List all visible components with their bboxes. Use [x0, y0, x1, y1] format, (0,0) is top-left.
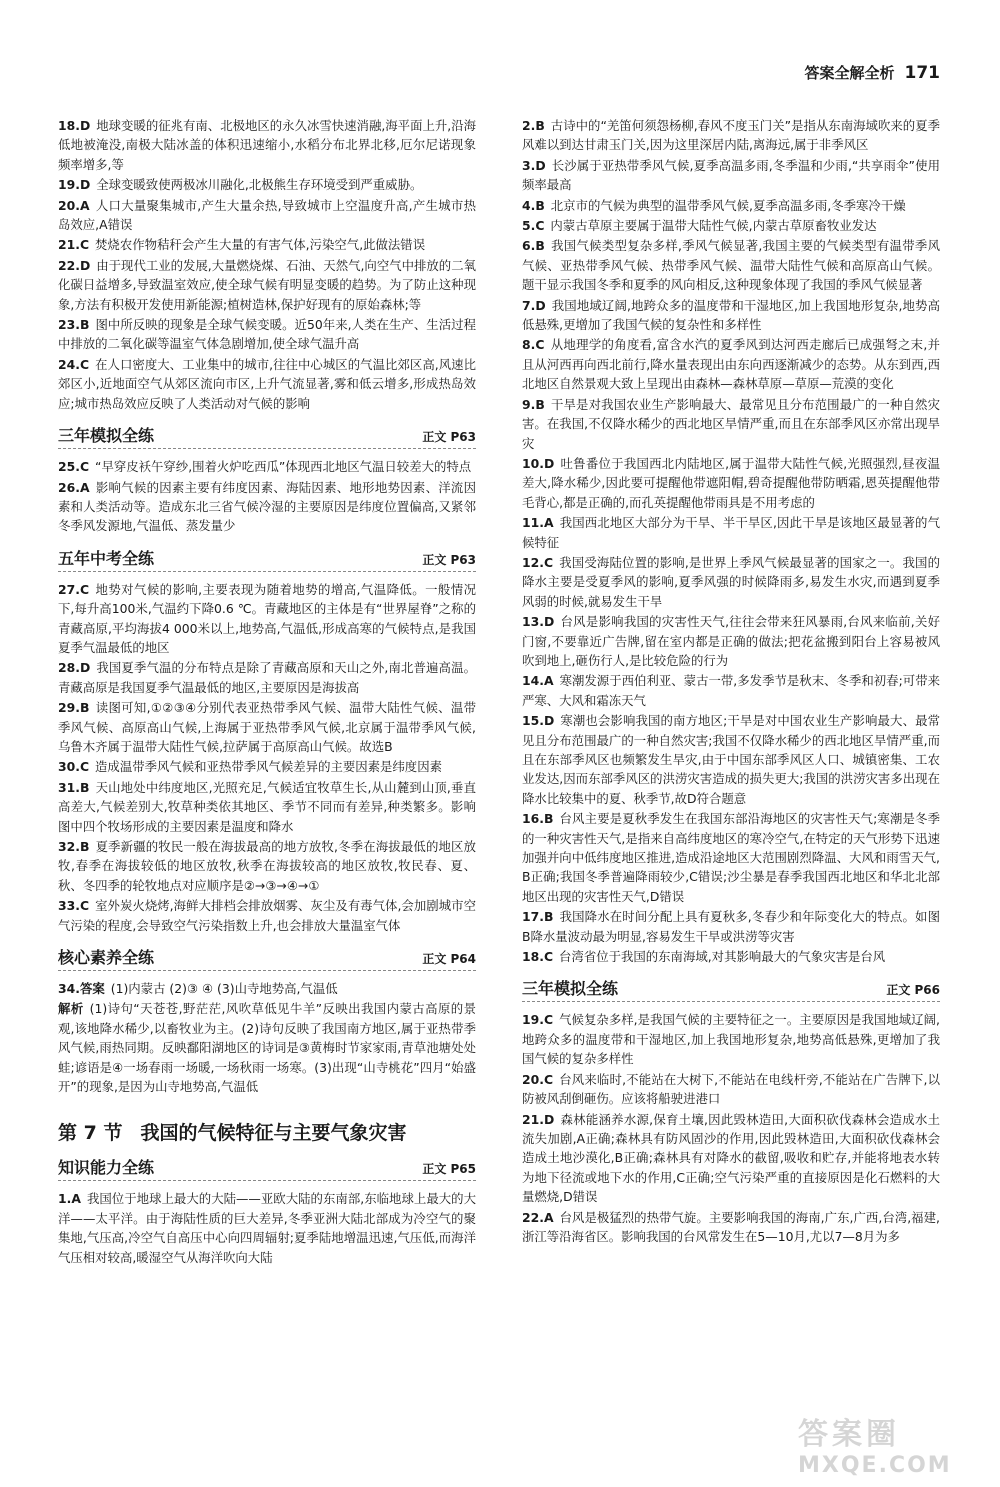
answer-number: 5.C	[522, 218, 545, 234]
answer-item	[522, 1070, 940, 1109]
answer-item	[522, 196, 940, 215]
answer-text: 台风来临时,不能站在大树下,不能站在电线杆旁,不能站在广告牌下,以防被风刮倒砸伤。应该将船驶进港口	[522, 1071, 940, 1107]
page-number: 171	[904, 63, 940, 83]
answer-number: 11.A	[522, 515, 554, 531]
answer-number: 30.C	[58, 759, 90, 775]
answer-item	[58, 256, 476, 314]
answer-text: 夏季新疆的牧民一般在海拔最高的地方放牧,冬季在海拔最低的地区放牧,春季在海拔较低的地区放牧,秋季在海拔较高的地区放牧,牧民春、夏、秋、冬四季的轮牧地点对应顺序是②→③→④→①	[58, 839, 476, 893]
answer-number: 3.D	[522, 157, 546, 173]
answer-text: 读图可知,①②③④分别代表亚热带季风气候、温带大陆性气候、温带季风气候、高原高山气候,上海属于亚热带季风气候,北京属于温带季风气候,乌鲁木齐属于温带大陆性气候,拉萨属于高原高山气候。故选B	[58, 700, 476, 754]
answer-item	[522, 116, 940, 155]
answer-text: 我国地域辽阔,地跨众多的温度带和干湿地区,加上我国地形复杂,地势高低悬殊,更增加了我国气候的复杂性和多样性	[522, 297, 940, 333]
answer-item	[522, 809, 940, 906]
answer-number: 19.C	[522, 1012, 554, 1028]
answer-item	[522, 947, 940, 966]
right-column	[522, 116, 940, 1247]
answer-number: 22.A	[522, 1209, 554, 1225]
chapter-title: 我国的气候特征与主要气象灾害	[140, 1122, 407, 1145]
chapter-section: 第 7 节	[58, 1122, 123, 1145]
answer-text: 古诗中的“羌笛何须怨杨柳,春风不度玉门关”是指从东南海域吹来的夏季风难以到达甘肃玉门关,因为这里深居内陆,离海远,属于非季风区	[522, 118, 940, 153]
answer-item	[522, 671, 940, 710]
section-header	[522, 976, 940, 1002]
answer-number: 7.D	[522, 297, 546, 313]
answer-number: 解析	[58, 1001, 84, 1017]
answer-item	[58, 478, 476, 536]
answer-item	[522, 1010, 940, 1068]
answer-text: 人口大量聚集城市,产生大量余热,导致城市上空温度升高,产生城市热岛效应,A错误	[58, 197, 476, 233]
answer-item	[522, 1208, 940, 1247]
answer-text: 长沙属于亚热带季风气候,夏季高温多雨,冬季温和少雨,“共享雨伞”使用频率最高	[522, 157, 940, 193]
answer-item	[58, 658, 476, 697]
answer-item	[58, 999, 476, 1096]
watermark-line1: 答案圈	[798, 1417, 900, 1452]
page-header	[804, 62, 940, 83]
answer-text: 内蒙古草原主要属于温带大陆性气候,内蒙古草原畜牧业发达	[550, 218, 877, 234]
answer-list	[58, 1189, 476, 1267]
answer-text: 寒潮也会影响我国的南方地区;干旱是对中国农业生产影响最大、最常见且分布范围最广的一种自然灾害;我国不仅降水稀少的西北地区旱情严重,而且在东部季风区也频繁发生旱灾,由于中国东部季风区人口、城镇密集、工农业发达,因而东部季风区的洪涝灾害造成的损失更大;我国的洪涝灾害多出现在降水比较集中的夏、秋季节,故D符合题意	[522, 713, 940, 806]
answer-number: 21.C	[58, 237, 90, 253]
answer-text: 台风是影响我国的灾害性天气,往往会带来狂风暴雨,台风来临前,关好门窗,不要靠近广告牌,留在室内都是正确的做法;把花盆搬到阳台上容易被风吹到地上,砸伤行人,是比较危险的行为	[522, 614, 940, 668]
answer-item	[522, 236, 940, 294]
answer-list	[58, 979, 476, 1096]
answer-item	[58, 175, 476, 194]
answer-number: 12.C	[522, 554, 554, 570]
answer-number: 1.A	[58, 1191, 81, 1207]
answer-text: 台风是极猛烈的热带气旋。主要影响我国的海南,广东,广西,台湾,福建,浙江等沿海省区。影响我国的台风常发生在5—10月,尤以7—8月为多	[522, 1209, 940, 1244]
section-title: 三年模拟全练	[522, 979, 619, 999]
header-title: 答案全解全析	[804, 64, 895, 82]
answer-item	[58, 837, 476, 895]
section-title: 核心素养全练	[58, 948, 155, 968]
section-ref: 正文 P65	[422, 1162, 476, 1177]
answer-number: 9.B	[522, 396, 545, 412]
answer-number: 20.A	[58, 197, 90, 213]
answer-item	[522, 156, 940, 195]
chapter-heading	[58, 1118, 476, 1145]
answer-text: 在人口密度大、工业集中的城市,往往中心城区的气温比郊区高,风速比郊区小,近地面空气从郊区流向市区,上升气流显著,雾和低云增多,形成热岛效应;城市热岛效应反映了人类活动对气候的影响	[58, 356, 476, 411]
answer-text: 全球变暖致使两极冰川融化,北极熊生存环境受到严重威胁。	[96, 177, 423, 193]
answer-item	[522, 296, 940, 335]
section-header	[58, 1155, 476, 1181]
answer-number: 10.D	[522, 455, 555, 471]
section-header	[58, 423, 476, 449]
left-column	[58, 116, 476, 1268]
answer-item	[58, 757, 476, 776]
section-ref: 正文 P64	[422, 952, 476, 967]
answer-list	[522, 116, 940, 966]
answer-number: 17.B	[522, 909, 554, 925]
answer-list	[58, 457, 476, 536]
answer-text: 影响气候的因素主要有纬度因素、海陆因素、地形地势因素、洋流因素和人类活动等。造成东北三省气候冷湿的主要原因是纬度位置偏高,又紧邻冬季风发源地,气温低、蒸发量少	[58, 479, 476, 534]
answer-item	[522, 216, 940, 235]
answer-number: 22.D	[58, 257, 91, 273]
section-title: 知识能力全练	[58, 1158, 155, 1178]
answer-item	[58, 1189, 476, 1267]
answer-number: 33.C	[58, 898, 90, 914]
answer-number: 16.B	[522, 811, 554, 827]
answer-number: 24.C	[58, 356, 90, 372]
section-title: 五年中考全练	[58, 548, 155, 568]
answer-item	[58, 698, 476, 756]
answer-number: 25.C	[58, 459, 90, 475]
answer-text: (1)诗句“天苍苍,野茫茫,风吹草低见牛羊”反映出我国内蒙古高原的景观,该地降水稀少,以畜牧业为主。(2)诗句反映了我国南方地区,属于亚热带季风气候,雨热同期。反映鄱阳湖地区的诗词是③黄梅时节家家雨,青草池塘处处蛙;谚语是④一场春雨一场暖,一场秋雨一场寒。(3)出现“山寺桃花”四月“始盛开”的现象,是因为山寺地势高,气温低	[58, 1001, 476, 1095]
answer-number: 21.D	[522, 1111, 555, 1127]
answer-text: (1)内蒙古 (2)③ ④ (3)山寺地势高,气温低	[110, 981, 338, 997]
answer-item	[522, 513, 940, 552]
answer-item	[522, 553, 940, 611]
answer-item	[58, 355, 476, 413]
answer-item	[522, 711, 940, 808]
answer-text: 气候复杂多样,是我国气候的主要特征之一。主要原因是我国地域辽阔,地跨众多的温度带和干湿地区,加上我国地形复杂,地势高低悬殊,更增加了我国气候的复杂多样性	[522, 1012, 940, 1067]
answer-item	[522, 454, 940, 512]
answer-item	[522, 907, 940, 946]
section-header	[58, 945, 476, 971]
answer-item	[58, 580, 476, 658]
answer-text: 台风主要是夏秋季发生在我国东部沿海地区的灾害性天气;寒潮是冬季的一种灾害性天气,是指来自高纬度地区的寒冷空气,在特定的天气形势下迅速加强并向中低纬度地区推进,造成沿途地区大范围剧烈降温、大风和雨雪天气,B正确;我国冬季普遍降雨较少,C错误;沙尘暴是春季我国西北地区和华北北部地区出现的灾害性天气,D错误	[522, 811, 940, 904]
answer-item	[58, 457, 476, 476]
answer-number: 6.B	[522, 238, 545, 254]
answer-number: 2.B	[522, 118, 545, 133]
answer-text: 我国气候类型复杂多样,季风气候显著,我国主要的气候类型有温带季风气候、亚热带季风气候、热带季风气候、温带大陆性气候和高原高山气候。题干显示我国冬季和夏季的风向相反,这种现象体现了我国的季风气候显著	[522, 238, 940, 293]
answer-text: 地势对气候的影响,主要表现为随着地势的增高,气温降低。一般情况下,每升高100米,气温约下降0.6 ℃。青藏地区的主体是有“世界屋脊”之称的青藏高原,平均海拔4 000米以上,地势高,气温低,形成高寒的气候特点,是我国夏季气温最低的地区	[58, 581, 476, 655]
answer-text: 我国夏季气温的分布特点是除了青藏高原和天山之外,南北普遍高温。青藏高原是我国夏季气温最低的地区,主要原因是海拔高	[58, 660, 476, 695]
answer-text: 吐鲁番位于我国西北内陆地区,属于温带大陆性气候,光照强烈,昼夜温差大,降水稀少,因此要可提醒他带遮阳帽,碧奇提醒他带防晒霜,恩英提醒他带毛背心,都是正确的,而孔英提醒他带雨具是不用考虑的	[522, 455, 940, 510]
answer-item	[58, 896, 476, 935]
answer-number: 28.D	[58, 660, 91, 676]
answer-text: “早穿皮袄午穿纱,围着火炉吃西瓜”体现西北地区气温日较差大的特点	[95, 459, 472, 475]
answer-number: 27.C	[58, 581, 90, 597]
answer-number: 13.D	[522, 614, 555, 630]
watermark-line2: MXQE.COM	[798, 1453, 952, 1478]
section-ref: 正文 P66	[886, 983, 940, 998]
answer-item	[522, 395, 940, 453]
answer-item	[58, 315, 476, 354]
answer-item	[58, 778, 476, 836]
answer-list	[522, 1010, 940, 1246]
section-header	[58, 546, 476, 572]
answer-text: 从地理学的角度看,富含水汽的夏季风到达河西走廊后已成强弩之末,并且从河西再向西北前行,降水量表现出由东向西逐渐减少的态势。从东到西,西北地区自然景观大致上呈现出由森林—森林草原—草原—荒漠的变化	[522, 337, 940, 392]
answer-text: 造成温带季风气候和亚热带季风气候差异的主要因素是纬度因素	[95, 759, 442, 775]
answer-number: 29.B	[58, 700, 90, 716]
answer-text: 图中所反映的现象是全球气候变暖。近50年来,人类在生产、生活过程中排放的二氧化碳等温室气体急剧增加,使全球气温升高	[58, 317, 476, 352]
answer-list	[58, 580, 476, 935]
answer-text: 寒潮发源于西伯利亚、蒙古一带,多发季节是秋末、冬季和初春;可带来严寒、大风和霜冻天气	[522, 673, 940, 708]
section-ref: 正文 P63	[422, 430, 476, 445]
answer-number: 14.A	[522, 673, 554, 689]
answer-text: 焚烧农作物秸秆会产生大量的有害气体,污染空气,此做法错误	[95, 237, 426, 253]
answer-text: 干旱是对我国农业生产影响最大、最常见且分布范围最广的一种自然灾害。在我国,不仅降水稀少的西北地区旱情严重,而且在东部季风区亦常出现旱灾	[522, 396, 940, 451]
answer-text: 台湾省位于我国的东南海域,对其影响最大的气象灾害是台风	[559, 949, 886, 965]
answer-item	[58, 979, 476, 998]
answer-list	[58, 116, 476, 413]
section-title: 三年模拟全练	[58, 426, 155, 446]
answer-number: 20.C	[522, 1071, 554, 1087]
answer-number: 18.D	[58, 118, 91, 133]
answer-number: 18.C	[522, 949, 554, 965]
answer-number: 8.C	[522, 337, 545, 353]
answer-text: 地球变暖的征兆有南、北极地区的永久冰雪快速消融,海平面上升,沿海低地被淹没,南极大陆冰盖的体积迅速缩小,水稻分布北界北移,厄尔尼诺现象频率增多,等	[58, 118, 476, 172]
answer-text: 森林能涵养水源,保育土壤,因此毁林造田,大面积砍伐森林会造成水土流失加剧,A正确;森林具有防风固沙的作用,因此毁林造田,大面积砍伐森林会造成土地沙漠化,B正确;森林具有对降水的截留,吸收和贮存,并能将地表水转为地下径流或地下水的作用,C正确;空气污染严重的直接原因是化石燃料的大量燃烧,D错误	[522, 1111, 940, 1205]
answer-text: 我国西北地区大部分为干旱、半干旱区,因此干旱是该地区最显著的气候特征	[522, 515, 940, 550]
answer-number: 15.D	[522, 713, 555, 729]
answer-item	[58, 235, 476, 254]
answer-number: 26.A	[58, 479, 90, 495]
answer-number: 19.D	[58, 177, 91, 193]
answer-text: 室外炭火烧烤,海鲜大排档会排放烟雾、灰尘及有毒气体,会加剧城市空气污染的程度,会导致空气污染指数上升,也会排放大量温室气体	[58, 898, 476, 933]
answer-number: 23.B	[58, 317, 90, 333]
answer-number: 32.B	[58, 839, 90, 854]
answer-text: 天山地处中纬度地区,光照充足,气候适宜牧草生长,从山麓到山顶,垂直高差大,气候差别大,牧草种类依其地区、季节不同而有差异,种类繁多。影响图中四个牧场形成的主要因素是温度和降水	[58, 779, 476, 834]
answer-item	[522, 612, 940, 670]
answer-text: 我国降水在时间分配上具有夏秋多,冬春少和年际变化大的特点。如图B降水量波动最为明显,容易发生干旱或洪涝等灾害	[522, 909, 940, 944]
answer-item	[522, 1110, 940, 1207]
answer-item	[522, 335, 940, 393]
answer-text: 我国受海陆位置的影响,是世界上季风气候最显著的国家之一。我国的降水主要是受夏季风的影响,夏季风强的时候降雨多,易发生水灾,而遇到夏季风弱的时候,就易发生干旱	[522, 554, 940, 609]
section-ref: 正文 P63	[422, 552, 476, 567]
answer-number: 4.B	[522, 197, 545, 213]
answer-number: 34.答案	[58, 981, 105, 997]
answer-number: 31.B	[58, 779, 90, 795]
watermark-logo	[798, 1409, 978, 1478]
answer-text: 北京市的气候为典型的温带季风气候,夏季高温多雨,冬季寒冷干燥	[550, 197, 906, 213]
answer-item	[58, 116, 476, 174]
answer-text: 由于现代工业的发展,大量燃烧煤、石油、天然气,向空气中排放的二氧化碳日益增多,导致温室效应,使全球气候有明显变暖的趋势。为了防止这种现象,方法有积极开发使用新能源;植树造林,保护好现有的原始森林;等	[58, 257, 476, 312]
answer-text: 我国位于地球上最大的大陆——亚欧大陆的东南部,东临地球上最大的大洋——太平洋。由于海陆性质的巨大差异,冬季亚洲大陆北部成为冷空气的聚集地,气压高,冷空气自高压中心向四周辐射;夏季陆地增温迅速,气压低,而海洋气压相对较高,暖湿空气从海洋吹向大陆	[58, 1191, 476, 1265]
answer-item	[58, 196, 476, 235]
